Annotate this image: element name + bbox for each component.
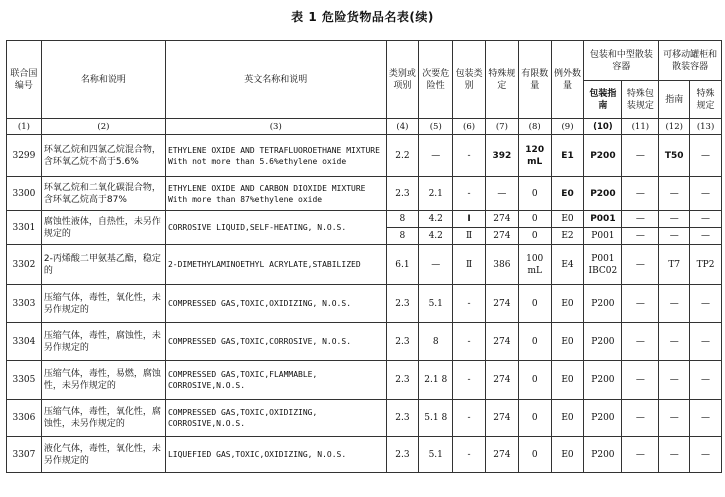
sub-risk: —	[419, 135, 453, 177]
name-en: COMPRESSED GAS,TOXIC,OXIDIZING, CORROSIVE,N.O.S.	[165, 400, 386, 437]
name-cn: 压缩气体，毒性，氧化性，未另作规定的	[41, 285, 165, 323]
class: 8	[386, 211, 419, 228]
tank-special: —	[690, 177, 722, 211]
excepted-quantity: E0	[551, 323, 584, 361]
tank-instruction: —	[659, 400, 690, 437]
packing-instruction: P001 IBC02	[584, 245, 622, 285]
packing-group: -	[453, 177, 486, 211]
header-tank-instruction: 指南	[659, 81, 690, 119]
limited-quantity: 100 mL	[518, 245, 551, 285]
un-number: 3307	[7, 437, 42, 473]
class: 2.3	[386, 285, 419, 323]
packing-special: —	[622, 211, 659, 228]
class: 2.3	[386, 177, 419, 211]
header-packing-instruction: 包装指南	[584, 81, 622, 119]
sub-risk: 4.2	[419, 211, 453, 228]
name-cn: 液化气体，毒性，氧化性，未另作规定的	[41, 437, 165, 473]
name-en: COMPRESSED GAS,TOXIC,CORROSIVE, N.O.S.	[165, 323, 386, 361]
col-number: (5)	[419, 119, 453, 135]
packing-group: Ⅰ	[453, 211, 486, 228]
packing-special: —	[622, 135, 659, 177]
un-number: 3299	[7, 135, 42, 177]
header-limited-quantity: 有限数量	[518, 41, 551, 119]
class: 2.3	[386, 323, 419, 361]
packing-special: —	[622, 361, 659, 400]
packing-special: —	[622, 400, 659, 437]
col-number: (9)	[551, 119, 584, 135]
header-name-cn: 名称和说明	[41, 41, 165, 119]
tank-special: —	[690, 135, 722, 177]
excepted-quantity: E2	[551, 228, 584, 245]
tank-special: —	[690, 228, 722, 245]
sub-risk: 8	[419, 323, 453, 361]
packing-instruction: P001	[584, 211, 622, 228]
col-number: (1)	[7, 119, 42, 135]
packing-special: —	[622, 228, 659, 245]
packing-instruction: P001	[584, 228, 622, 245]
packing-group: Ⅱ	[453, 245, 486, 285]
header-packaging-ibc: 包装和中型散装容器	[584, 41, 659, 81]
col-number: (10)	[584, 119, 622, 135]
sub-risk: —	[419, 245, 453, 285]
header-sub-risk: 次要危险性	[419, 41, 453, 119]
tank-instruction: —	[659, 177, 690, 211]
un-number: 3303	[7, 285, 42, 323]
class: 2.3	[386, 400, 419, 437]
name-en: COMPRESSED GAS,TOXIC,FLAMMABLE, CORROSIVE,N.O.S.	[165, 361, 386, 400]
tank-instruction: T7	[659, 245, 690, 285]
sub-risk: 2.1	[419, 177, 453, 211]
name-cn: 2-丙烯酸二甲氨基乙酯，稳定的	[41, 245, 165, 285]
special-provision: 274	[485, 228, 518, 245]
limited-quantity: 120 mL	[518, 135, 551, 177]
un-number: 3301	[7, 211, 42, 245]
tank-special: —	[690, 323, 722, 361]
tank-instruction: —	[659, 323, 690, 361]
special-provision: 386	[485, 245, 518, 285]
tank-instruction: T50	[659, 135, 690, 177]
limited-quantity: 0	[518, 323, 551, 361]
packing-instruction: P200	[584, 400, 622, 437]
excepted-quantity: E0	[551, 211, 584, 228]
limited-quantity: 0	[518, 285, 551, 323]
table-row	[7, 245, 722, 285]
tank-special: —	[690, 361, 722, 400]
col-number: (7)	[485, 119, 518, 135]
special-provision: 274	[485, 211, 518, 228]
header-excepted-quantity: 例外数量	[551, 41, 584, 119]
sub-risk: 5.1	[419, 437, 453, 473]
name-cn: 压缩气体，毒性，易燃，腐蚀性，未另作规定的	[41, 361, 165, 400]
packing-instruction: P200	[584, 361, 622, 400]
sub-risk: 5.1 8	[419, 400, 453, 437]
packing-group: -	[453, 135, 486, 177]
table-row	[7, 285, 722, 323]
tank-special: —	[690, 211, 722, 228]
col-number: (3)	[165, 119, 386, 135]
packing-group: -	[453, 361, 486, 400]
table-row	[7, 211, 722, 228]
packing-special: —	[622, 437, 659, 473]
name-cn: 压缩气体，毒性，腐蚀性，未另作规定的	[41, 323, 165, 361]
table-row	[7, 361, 722, 400]
header-tank-special: 特殊规定	[690, 81, 722, 119]
excepted-quantity: E4	[551, 245, 584, 285]
sub-risk: 2.1 8	[419, 361, 453, 400]
packing-group: -	[453, 323, 486, 361]
header-packing-special: 特殊包装规定	[622, 81, 659, 119]
excepted-quantity: E0	[551, 400, 584, 437]
limited-quantity: 0	[518, 211, 551, 228]
header-class: 类别或项别	[386, 41, 419, 119]
packing-instruction: P200	[584, 177, 622, 211]
name-en: COMPRESSED GAS,TOXIC,OXIDIZING, N.O.S.	[165, 285, 386, 323]
packing-group: -	[453, 400, 486, 437]
limited-quantity: 0	[518, 177, 551, 211]
un-number: 3300	[7, 177, 42, 211]
excepted-quantity: E0	[551, 177, 584, 211]
header-un-no: 联合国编号	[7, 41, 42, 119]
name-en: CORROSIVE LIQUID,SELF-HEATING, N.O.S.	[165, 211, 386, 245]
packing-group: Ⅱ	[453, 228, 486, 245]
class: 2.3	[386, 437, 419, 473]
sub-risk: 5.1	[419, 285, 453, 323]
excepted-quantity: E0	[551, 361, 584, 400]
packing-special: —	[622, 177, 659, 211]
name-cn: 环氧乙烷和二氧化碳混合物，含环氧乙烷高于87%	[41, 177, 165, 211]
header-name-en: 英文名称和说明	[165, 41, 386, 119]
class: 2.2	[386, 135, 419, 177]
tank-special: —	[690, 437, 722, 473]
special-provision: 274	[485, 285, 518, 323]
tank-instruction: —	[659, 437, 690, 473]
packing-instruction: P200	[584, 285, 622, 323]
special-provision: 274	[485, 437, 518, 473]
name-en: 2-DIMETHYLAMINOETHYL ACRYLATE,STABILIZED	[165, 245, 386, 285]
packing-group: -	[453, 285, 486, 323]
excepted-quantity: E0	[551, 437, 584, 473]
special-provision: 274	[485, 400, 518, 437]
header-special-provisions: 特殊规定	[485, 41, 518, 119]
dangerous-goods-table	[6, 40, 722, 473]
packing-instruction: P200	[584, 323, 622, 361]
limited-quantity: 0	[518, 400, 551, 437]
special-provision: —	[485, 177, 518, 211]
un-number: 3304	[7, 323, 42, 361]
packing-instruction: P200	[584, 437, 622, 473]
col-number: (2)	[41, 119, 165, 135]
packing-instruction: P200	[584, 135, 622, 177]
packing-group: -	[453, 437, 486, 473]
packing-special: —	[622, 323, 659, 361]
tank-special: —	[690, 400, 722, 437]
tank-instruction: —	[659, 361, 690, 400]
col-number: (8)	[518, 119, 551, 135]
name-cn: 腐蚀性液体，自热性，未另作规定的	[41, 211, 165, 245]
tank-instruction: —	[659, 228, 690, 245]
table-title: 表 1 危险货物品名表(续)	[291, 10, 434, 24]
col-number: (12)	[659, 119, 690, 135]
excepted-quantity: E1	[551, 135, 584, 177]
un-number: 3302	[7, 245, 42, 285]
tank-special: —	[690, 285, 722, 323]
name-en: ETHYLENE OXIDE AND CARBON DIOXIDE MIXTURE With more than 87%ethylene oxide	[165, 177, 386, 211]
table-row	[7, 135, 722, 177]
packing-special: —	[622, 245, 659, 285]
un-number: 3305	[7, 361, 42, 400]
limited-quantity: 0	[518, 437, 551, 473]
special-provision: 392	[485, 135, 518, 177]
limited-quantity: 0	[518, 228, 551, 245]
class: 6.1	[386, 245, 419, 285]
class: 2.3	[386, 361, 419, 400]
un-number: 3306	[7, 400, 42, 437]
tank-instruction: —	[659, 211, 690, 228]
name-en: ETHYLENE OXIDE AND TETRAFLUOROETHANE MIXTURE With not more than 5.6%ethylene oxide	[165, 135, 386, 177]
header-packing-group: 包装类别	[453, 41, 486, 119]
table-row	[7, 323, 722, 361]
header-tanks: 可移动罐柜和散装容器	[659, 41, 722, 81]
tank-special: TP2	[690, 245, 722, 285]
col-number: (13)	[690, 119, 722, 135]
special-provision: 274	[485, 361, 518, 400]
tank-instruction: —	[659, 285, 690, 323]
col-number: (6)	[453, 119, 486, 135]
sub-risk: 4.2	[419, 228, 453, 245]
packing-special: —	[622, 285, 659, 323]
class: 8	[386, 228, 419, 245]
table-row	[7, 437, 722, 473]
col-number: (11)	[622, 119, 659, 135]
table-row	[7, 400, 722, 437]
excepted-quantity: E0	[551, 285, 584, 323]
limited-quantity: 0	[518, 361, 551, 400]
name-en: LIQUEFIED GAS,TOXIC,OXIDIZING, N.O.S.	[165, 437, 386, 473]
col-number: (4)	[386, 119, 419, 135]
name-cn: 压缩气体，毒性，氧化性，腐蚀性，未另作规定的	[41, 400, 165, 437]
special-provision: 274	[485, 323, 518, 361]
table-row	[7, 177, 722, 211]
name-cn: 环氧乙烷和四氯乙烷混合物，含环氧乙烷不高于5.6%	[41, 135, 165, 177]
